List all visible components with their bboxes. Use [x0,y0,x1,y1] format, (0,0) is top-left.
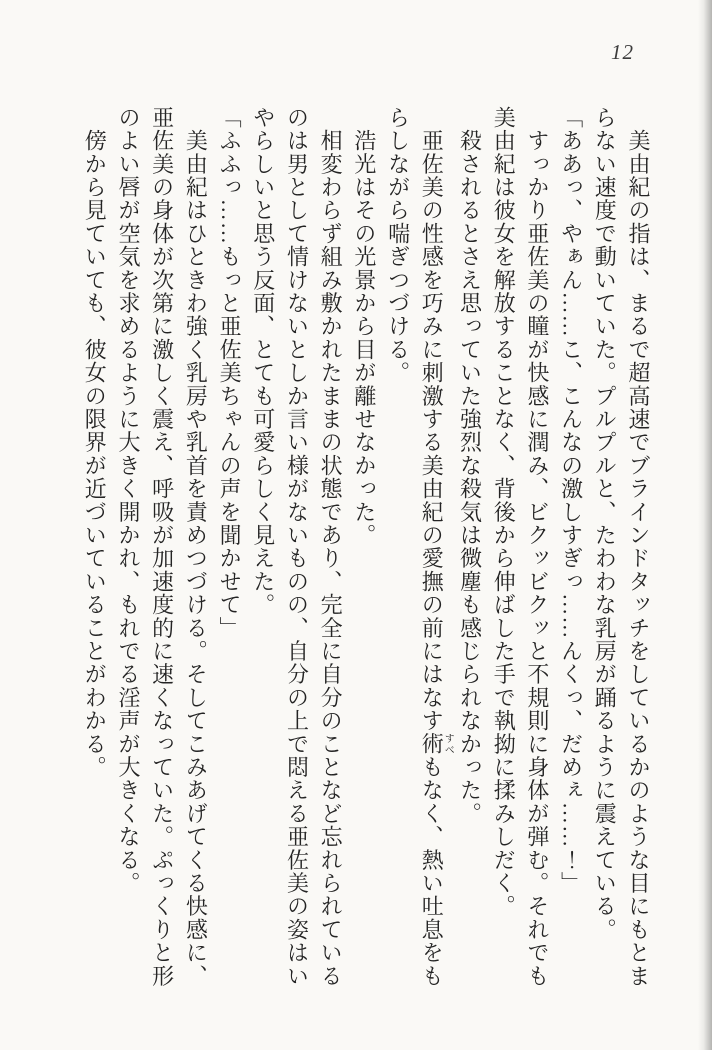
text-block [55,106,655,994]
paragraph-narration-7: 美由紀はひときわ強く乳房や乳首を責めつづける。そしてこみあげてくる快感に、亜佐美の身体が次第に激しく震え、呼吸が加速度的に速くなっていた。ぷっくりと形のよい唇が空気を求めるように大きく開かれ、もれでる淫声が大きくなる。 [115,106,209,988]
ruby-base: 術 [419,732,445,756]
ruby-annotation [419,732,454,756]
paragraph-dialogue-1: 「ああっ、やぁん……こ、こんなの激しすぎっ……んくっ、だめぇ……！」 [558,106,584,895]
page-edge-shadow [698,0,712,1050]
paragraph-narration-4 [381,106,453,994]
ruby-after-text: もなく、熱い吐息をもらしながら喘ぎつづける。 [385,106,445,988]
page-number: 12 [611,40,634,64]
paragraph-narration-3: 殺されるとさえ思っていた強烈な殺気は微塵も感じられなかった。 [457,106,483,826]
ruby-before-text: 亜佐美の性感を巧みに刺激する美由紀の愛撫の前にはなす [419,106,445,733]
paragraph-narration-2: すっかり亜佐美の瞳が快感に潤み、ビクッビクッと不規則に身体が弾む。それでも美由紀は彼女を解放することなく、背後から伸ばした手で執拗に揉みしだく。 [491,106,550,988]
paragraph-dialogue-2: 「ふふっ……もっと亜佐美ちゃんの声を聞かせて」 [217,106,243,640]
paragraph-narration-6: 相変わらず組み敷かれたままの状態であり、完全に自分のことなど忘れられているのは男として情けないとしか言い様がないものの、自分の上で悶える亜佐美の姿はいやらしいと思う反面、とても可愛らしく見えた。 [250,106,344,988]
paragraph-narration-5: 浩光はその光景から目が離せなかった。 [351,106,377,547]
paragraph-narration-1: 美由紀の指は、まるで超高速でブラインドタッチをしているかのような目にもとまらない速度で動いていた。プルプルと、たわわな乳房が踊るように震えている。 [592,106,651,988]
paragraph-narration-8: 傍から見ていても、彼女の限界が近づいていることがわかる。 [82,106,108,779]
ruby-furigana: すべ [442,732,454,756]
